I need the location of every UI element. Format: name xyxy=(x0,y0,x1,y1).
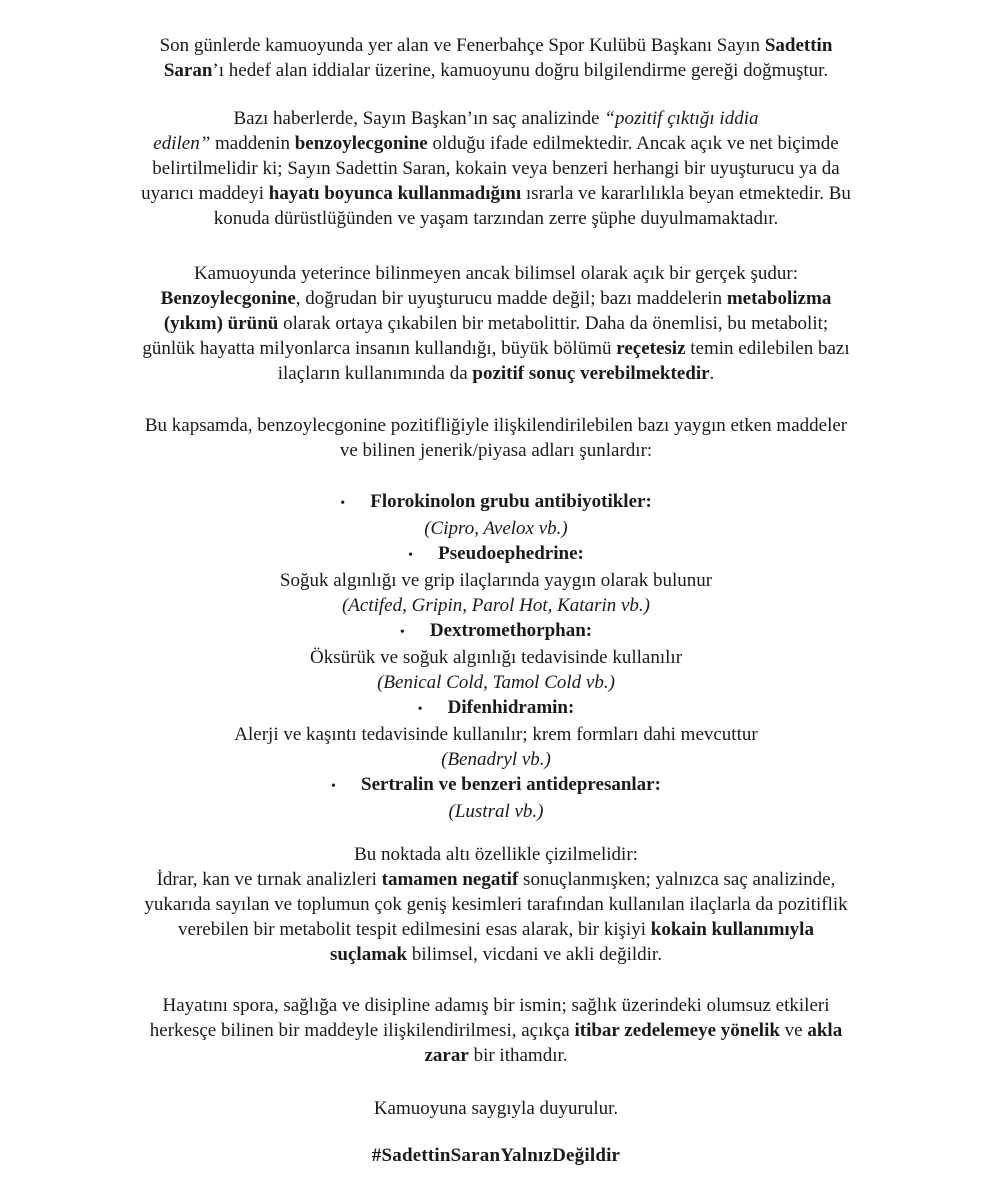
paragraph-intro xyxy=(60,33,932,83)
closing-text: Kamuoyuna saygıyla duyurulur. xyxy=(373,1098,619,1119)
text-run: günlük hayatta milyonlarca insanın kullandığı, büyük bölümü xyxy=(142,338,617,359)
bold-term: kokain kullanımıyla xyxy=(650,919,814,940)
list-item-brands xyxy=(60,593,932,618)
brand-names: (Lustral vb.) xyxy=(448,801,544,822)
bold-term: (yıkım) ürünü xyxy=(163,313,279,334)
hashtag-block xyxy=(60,1143,932,1168)
bold-term: reçetesiz xyxy=(616,338,686,359)
text-run: olarak ortaya çıkabilen bir metabolittir. Daha da önemlisi, bu metabolit; xyxy=(278,313,829,334)
text-run: belirtilmelidir ki; Sayın Sadettin Saran, kokain veya benzeri herhangi bir uyuşturucu ya da xyxy=(152,158,840,179)
paragraph-list-intro xyxy=(60,413,932,463)
text-line xyxy=(60,156,932,181)
list-item-title xyxy=(60,772,932,799)
list-item-title xyxy=(60,695,932,722)
text-run: yukarıda sayılan ve toplumun çok geniş kesimleri tarafından kullanılan ilaçlarla da pozitiflik xyxy=(144,894,848,915)
text-run: verebilen bir metabolit tespit edilmesini esas alarak, bir kişiyi xyxy=(178,919,651,940)
list-item-brands xyxy=(60,516,932,541)
text-run: , doğrudan bir uyuşturucu madde değil; bazı maddelerin xyxy=(295,288,727,309)
list-item-brands xyxy=(60,670,932,695)
text-run: . xyxy=(709,363,715,384)
substance-description: Öksürük ve soğuk algınlığı tedavisinde kullanılır xyxy=(309,647,683,668)
list-item-desc xyxy=(60,722,932,747)
text-line xyxy=(60,993,932,1018)
substance-name: Sertralin ve benzeri antidepresanlar: xyxy=(361,774,661,795)
bullet-icon: • xyxy=(399,625,405,640)
text-run: ilaçların kullanımında da xyxy=(277,363,473,384)
text-run: ve bilinen jenerik/piyasa adları şunlardır: xyxy=(339,440,653,461)
text-run: ısrarla ve kararlılıkla beyan etmektedir. Bu xyxy=(521,183,851,204)
brand-names: (Benical Cold, Tamol Cold vb.) xyxy=(377,672,615,693)
bullet-icon: • xyxy=(340,496,346,511)
paragraph-conclusion xyxy=(60,993,932,1068)
substance-name: Florokinolon grubu antibiyotikler: xyxy=(370,491,652,512)
list-item-brands xyxy=(60,799,932,824)
text-run: İdrar, kan ve tırnak analizleri xyxy=(156,869,382,890)
text-line xyxy=(60,336,932,361)
text-line xyxy=(60,181,932,206)
text-line xyxy=(60,1043,932,1068)
list-item-title xyxy=(60,489,932,516)
bold-name: Saran xyxy=(163,60,213,81)
text-line xyxy=(60,286,932,311)
bullet-icon: • xyxy=(331,779,336,794)
substance-name: Dextromethorphan: xyxy=(429,620,593,641)
list-item-brands xyxy=(60,747,932,772)
bold-term: akla xyxy=(807,1020,843,1041)
text-run: Kamuoyunda yeterince bilinmeyen ancak bilimsel olarak açık bir gerçek şudur: xyxy=(193,263,799,284)
brand-names: (Benadryl vb.) xyxy=(441,749,551,770)
bold-term: metabolizma xyxy=(726,288,832,309)
text-line xyxy=(60,206,932,231)
text-line xyxy=(60,942,932,967)
text-run: ve xyxy=(779,1020,808,1041)
text-run: Hayatını spora, sağlığa ve disipline adamış bir ismin; sağlık üzerindeki olumsuz etkileri xyxy=(162,995,830,1016)
text-line xyxy=(60,58,932,83)
text-line xyxy=(60,106,932,131)
bullet-icon: • xyxy=(408,548,414,563)
substance-description: Alerji ve kaşıntı tedavisinde kullanılır; krem formları dahi mevcuttur xyxy=(234,724,758,745)
text-line xyxy=(60,361,932,386)
text-line xyxy=(60,33,932,58)
list-item-title xyxy=(60,618,932,645)
text-line xyxy=(60,1018,932,1043)
paragraph-claim xyxy=(60,106,932,231)
text-run: Son günlerde kamuoyunda yer alan ve Fenerbahçe Spor Kulübü Başkanı Sayın xyxy=(159,35,765,56)
bold-term: Benzoylecgonine xyxy=(160,288,296,309)
text-run: sonuçlanmışken; yalnızca saç analizinde, xyxy=(518,869,836,890)
bullet-icon: • xyxy=(417,702,423,717)
italic-quote: edilen” xyxy=(153,133,211,154)
italic-quote: “pozitif çıktığı iddia xyxy=(604,108,759,129)
substance-name: Difenhidramin: xyxy=(447,697,575,718)
closing-line xyxy=(60,1096,932,1121)
bold-term: hayatı boyunca kullanmadığını xyxy=(268,183,522,204)
text-run: olduğu ifade edilmektedir. Ancak açık ve net biçimde xyxy=(427,133,839,154)
text-line xyxy=(60,261,932,286)
text-run: bir ithamdır. xyxy=(468,1045,568,1066)
bold-term: benzoylecgonine xyxy=(294,133,428,154)
paragraph-science xyxy=(60,261,932,386)
text-run: temin edilebilen bazı xyxy=(685,338,850,359)
text-line xyxy=(60,311,932,336)
bold-term: tamamen negatif xyxy=(381,869,519,890)
text-line xyxy=(60,413,932,438)
text-line xyxy=(60,867,932,892)
substance-list xyxy=(60,489,932,824)
hashtag: #SadettinSaranYalnızDeğildir xyxy=(371,1145,621,1166)
list-item-desc xyxy=(60,568,932,593)
substance-name: Pseudoephedrine: xyxy=(438,543,584,564)
text-line xyxy=(60,892,932,917)
list-item-desc xyxy=(60,645,932,670)
text-line xyxy=(60,438,932,463)
text-line xyxy=(60,842,932,867)
text-run: Bazı haberlerde, Sayın Başkan’ın saç analizinde xyxy=(233,108,605,129)
bold-term: itibar zedelemeye yönelik xyxy=(574,1020,780,1041)
bold-name: Sadettin xyxy=(764,35,833,56)
bold-term: suçlamak xyxy=(330,944,408,965)
paragraph-emphasis xyxy=(60,842,932,967)
bold-term: zarar xyxy=(424,1045,469,1066)
text-line xyxy=(60,131,932,156)
text-run: maddenin xyxy=(210,133,295,154)
text-line xyxy=(60,917,932,942)
bold-term: pozitif sonuç verebilmektedir xyxy=(472,363,710,384)
brand-names: (Cipro, Avelox vb.) xyxy=(424,518,568,539)
substance-description: Soğuk algınlığı ve grip ilaçlarında yaygın olarak bulunur xyxy=(279,570,713,591)
text-run: uyarıcı maddeyi xyxy=(141,183,269,204)
list-item-title xyxy=(60,541,932,568)
text-run: konuda dürüstlüğünden ve yaşam tarzından zerre şüphe duyulmamaktadır. xyxy=(213,208,779,229)
brand-names: (Actifed, Gripin, Parol Hot, Katarin vb.) xyxy=(341,595,651,616)
text-run: Bu noktada altı özellikle çizilmelidir: xyxy=(354,844,638,865)
text-run: ’ı hedef alan iddialar üzerine, kamuoyunu doğru bilgilendirme gereği doğmuştur. xyxy=(212,60,829,81)
text-run: herkesçe bilinen bir maddeyle ilişkilendirilmesi, açıkça xyxy=(149,1020,575,1041)
text-run: Bu kapsamda, benzoylecgonine pozitifliğiyle ilişkilendirilebilen bazı yaygın etken maddeler xyxy=(144,415,848,436)
text-run: bilimsel, vicdani ve akli değildir. xyxy=(407,944,662,965)
